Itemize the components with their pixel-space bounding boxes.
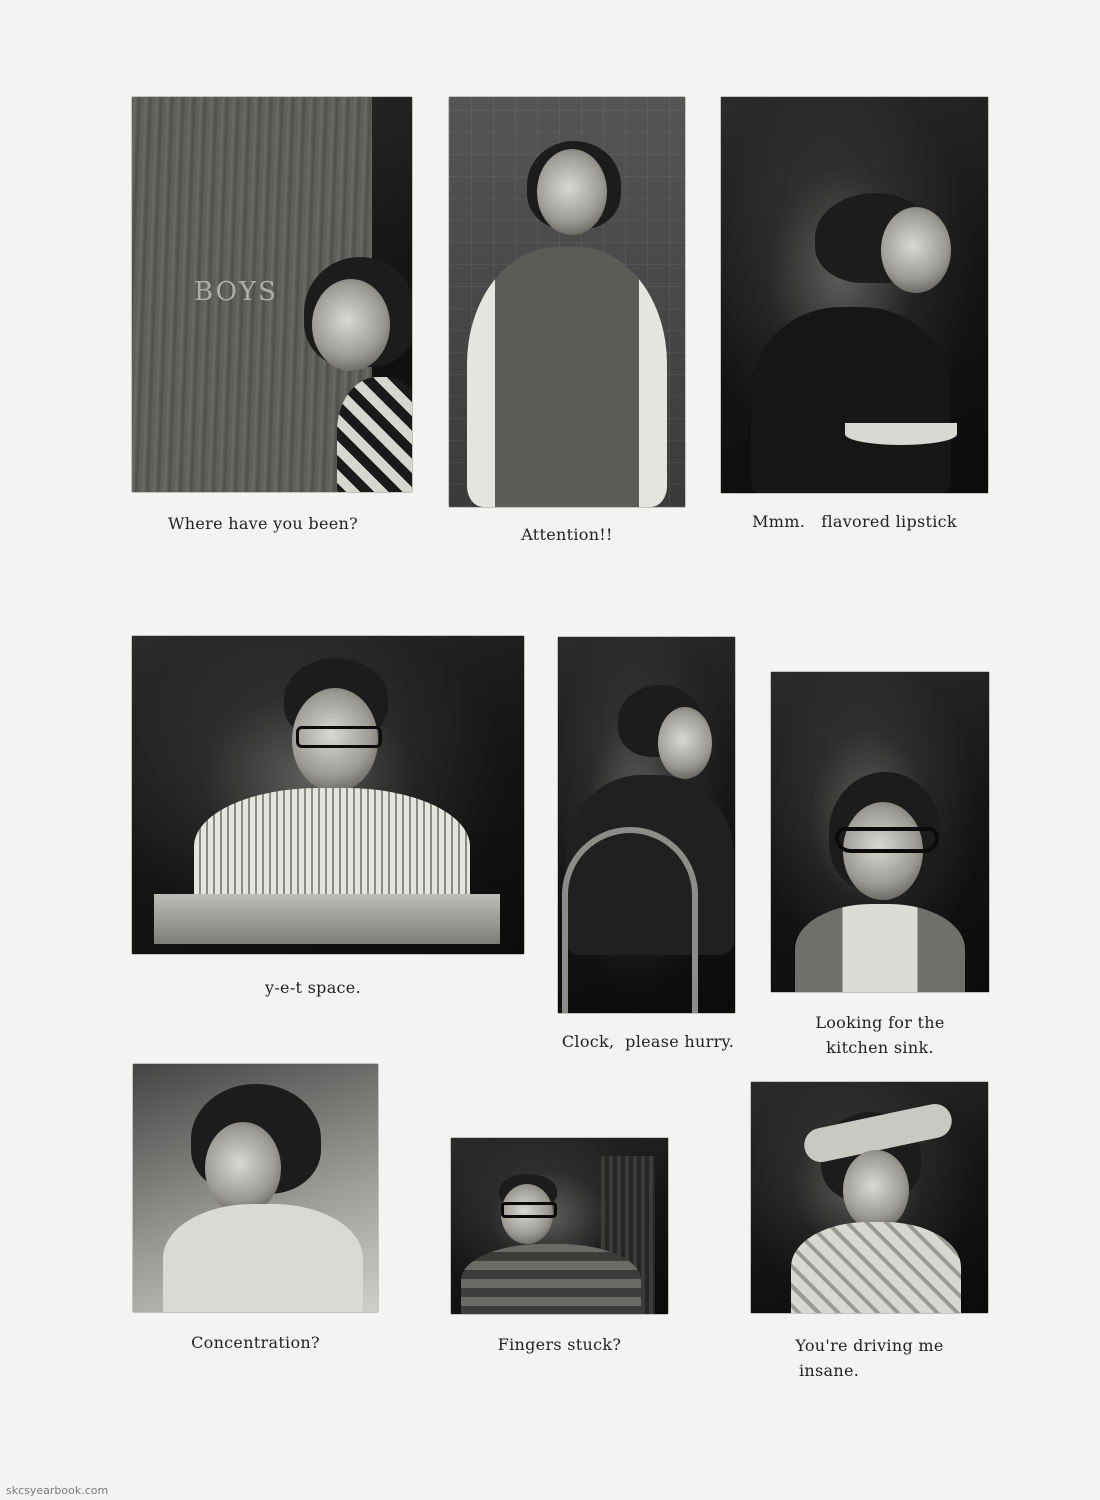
portrait-face	[843, 1150, 909, 1230]
caption-driving-insane-line2: insane.	[799, 1361, 860, 1380]
caption-kitchen-sink-line1: Looking for the	[815, 1013, 945, 1032]
caption-driving-insane	[751, 1333, 988, 1383]
chair-back	[562, 827, 698, 1013]
caption-fingers-stuck: Fingers stuck?	[497, 1335, 622, 1354]
portrait-face	[205, 1122, 281, 1214]
portrait-face	[312, 279, 390, 371]
glasses	[835, 827, 939, 853]
photo-girl-at-boys-door	[132, 97, 412, 492]
photo-girl-writing	[133, 1064, 378, 1312]
photo-girl-eating	[721, 97, 988, 493]
glasses	[501, 1202, 557, 1218]
photo-girl-arm-over-head	[751, 1082, 988, 1313]
glasses	[296, 726, 382, 748]
typewriter	[154, 894, 500, 944]
caption-kitchen-sink-line2: kitchen sink.	[826, 1038, 934, 1057]
bowl	[845, 423, 957, 445]
portrait-face	[881, 207, 951, 293]
door-sign: BOYS	[194, 277, 278, 307]
caption-driving-insane-line1: You're driving me	[795, 1336, 944, 1355]
caption-kitchen-sink	[771, 1010, 989, 1060]
caption-clock-hurry: Clock, please hurry.	[561, 1032, 735, 1051]
caption-concentration: Concentration?	[191, 1333, 320, 1352]
photo-girl-standing	[449, 97, 685, 507]
photo-boy-typewriter	[132, 636, 524, 954]
portrait-face	[658, 707, 712, 779]
caption-yet-space: y-e-t space.	[265, 978, 361, 997]
caption-where-have-you-been: Where have you been?	[168, 514, 358, 533]
caption-flavored-lipstick: Mmm. flavored lipstick	[752, 512, 957, 531]
photo-girl-cat-eye-glasses	[771, 672, 989, 992]
photo-boy-fingers-stuck	[451, 1138, 668, 1314]
portrait-face	[537, 149, 607, 235]
photo-boy-seated-from-behind	[558, 637, 735, 1013]
site-watermark: skcsyearbook.com	[6, 1484, 109, 1497]
caption-attention: Attention!!	[521, 525, 613, 544]
